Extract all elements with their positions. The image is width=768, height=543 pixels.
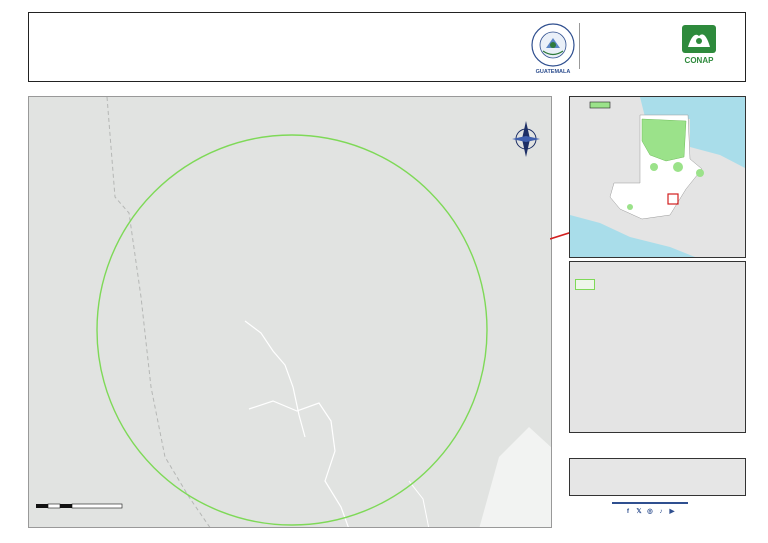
svg-text:CONAP: CONAP [684, 56, 714, 65]
legend-panel [569, 261, 746, 433]
y-axis-left [12, 96, 24, 528]
facebook-icon[interactable]: f [626, 508, 630, 515]
x-axis-top [28, 86, 552, 96]
x-axis-bottom [28, 529, 552, 539]
footer-divider [612, 502, 688, 504]
north-arrow-icon [512, 121, 540, 157]
youtube-icon[interactable]: ▶ [669, 508, 675, 515]
protected-area-boundary[interactable] [97, 135, 487, 525]
bottom-right-area [479, 427, 552, 528]
tiktok-icon[interactable]: ♪ [659, 508, 663, 515]
river-line [409, 481, 429, 528]
social-icons [600, 508, 700, 516]
header-panel [28, 12, 746, 82]
conap-logo-icon [681, 22, 717, 68]
dashed-road [107, 97, 211, 528]
scale-bar [34, 501, 134, 521]
guatemala-seal-icon [529, 21, 577, 75]
inset-map[interactable] [569, 96, 746, 258]
legend-swatch [575, 279, 595, 290]
footer [600, 502, 700, 532]
instagram-icon[interactable]: ◎ [647, 508, 653, 515]
x-icon[interactable]: 𝕏 [636, 508, 642, 515]
map-canvas [29, 97, 552, 528]
y-axis-right [552, 96, 564, 528]
main-map[interactable] [28, 96, 552, 528]
river-line [245, 321, 305, 437]
river-line [249, 401, 349, 528]
info-panel [569, 458, 746, 496]
svg-text:GUATEMALA: GUATEMALA [535, 69, 571, 75]
cnap-logo [579, 23, 675, 69]
